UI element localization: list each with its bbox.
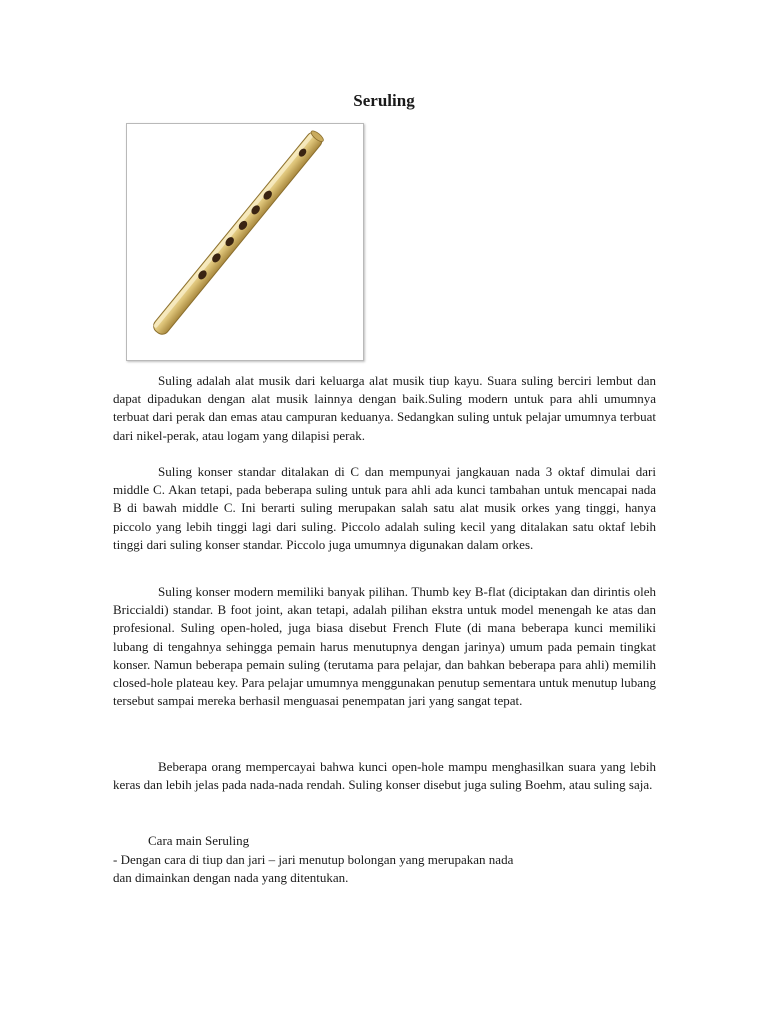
flute-image	[126, 123, 364, 361]
paragraph-text: Suling konser standar ditalakan di C dan mempunyai jangkauan nada 3 oktaf dimulai dari middle C. Akan tetapi, pada beberapa suling untuk para ahli ada kunci tambahan untuk mencapai nada B di bawah middle C. Ini berarti suling merupakan salah satu alat musik orkes yang tinggi, hanya piccolo yang lebih tinggi lagi dari suling. Piccolo adalah suling kecil yang ditalakan satu oktaf lebih tinggi dari suling konser standar. Piccolo juga umumnya digunakan dalam orkes.	[113, 464, 656, 552]
step-line: dan dimainkan dengan nada yang ditentukan.	[113, 870, 349, 886]
paragraph-text: Suling adalah alat musik dari keluarga alat musik tiup kayu. Suara suling berciri lembut dan dapat dipadukan dengan alat musik lainnya dengan baik.Suling modern untuk para ahli umumnya terbuat dari perak dan emas atau campuran keduanya. Sedangkan suling untuk pelajar umumnya terbuat dari nikel-perak, atau logam yang dilapisi perak.	[113, 373, 656, 443]
page-title: Seruling	[353, 91, 415, 110]
paragraph-2	[113, 463, 656, 554]
paragraph-4	[113, 758, 656, 794]
section-subheading: Cara main Seruling	[148, 833, 250, 848]
paragraph-1	[113, 372, 656, 445]
paragraph-3	[113, 583, 656, 710]
step-line: - Dengan cara di tiup dan jari – jari menutup bolongan yang merupakan nada	[113, 852, 514, 867]
flute-illustration-icon	[127, 124, 363, 360]
steps-list	[113, 851, 513, 888]
paragraph-text: Suling konser modern memiliki banyak pilihan. Thumb key B-flat (diciptakan dan dirintis oleh Briccialdi) standar. B foot joint, akan tetapi, adalah pilihan ekstra untuk model menengah ke atas dan profesional. Suling open-holed, juga biasa disebut French Flute (di mana beberapa kunci memiliki lubang di tengahnya sehingga pemain harus menutupnya dengan jarinya) umum pada pemain tingkat konser. Namun beberapa pemain suling (terutama para pelajar, dan bahkan beberapa para ahli) memilih closed-hole plateau key. Para pelajar umumnya menggunakan penutup sementara untuk menutup lubang tersebut sampai mereka berhasil menguasai penempatan jari yang sangat tepat.	[113, 584, 656, 709]
paragraph-text: Beberapa orang mempercayai bahwa kunci open-hole mampu menghasilkan suara yang lebih keras dan lebih jelas pada nada-nada rendah. Suling konser disebut juga suling Boehm, atau suling saja.	[113, 759, 656, 793]
